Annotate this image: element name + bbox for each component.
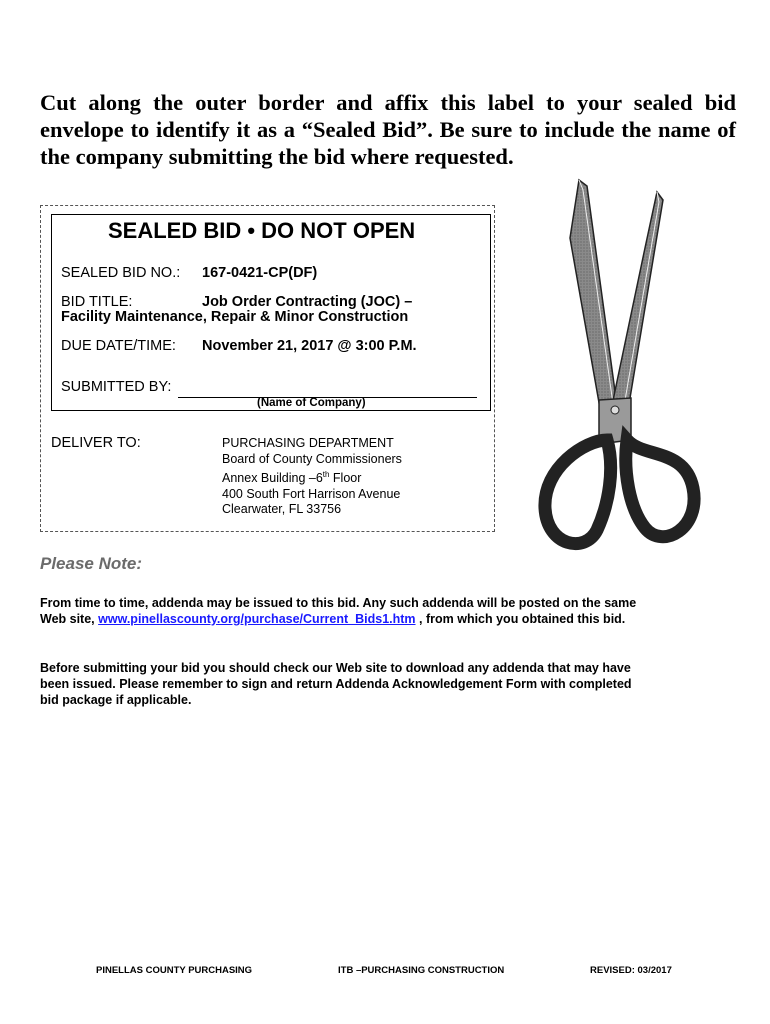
due-date-value: November 21, 2017 @ 3:00 P.M. [202,338,417,354]
deliver-line-4: 400 South Fort Harrison Avenue [222,486,401,501]
deliver-line-2: Board of County Commissioners [222,451,402,466]
note-p1-before: From time to time, addenda may be issued to this bid. Any such addenda will be posted on the same Web site, [40,596,637,626]
bid-title-value-line1: Job Order Contracting (JOC) – [202,294,413,310]
note-paragraph-1 [40,595,640,627]
footer-left: PINELLAS COUNTY PURCHASING [96,965,253,976]
submitted-by-label: SUBMITTED BY: [61,379,172,395]
sealed-bid-label [51,214,491,411]
deliver-line-1: PURCHASING DEPARTMENT [222,436,394,450]
footer-center: ITB –PURCHASING CONSTRUCTION [338,965,505,976]
deliver-line-3-sup: th [322,470,330,479]
label-title: SEALED BID • DO NOT OPEN [108,218,416,243]
bid-number-value: 167-0421-CP(DF) [202,265,318,281]
deliver-line-3-pre: Annex Building –6 [222,471,323,486]
bid-title-row [61,294,413,310]
company-caption: (Name of Company) [257,397,366,409]
deliver-line-3 [222,467,402,487]
bid-number-label: SEALED BID NO.: [61,265,181,281]
deliver-address [222,436,402,518]
deliver-line-3-post: Floor [329,471,362,486]
note-paragraph-2: Before submitting your bid you should check our Web site to download any addenda that may have been issued. Please remember to sign and return Addenda Acknowledgement Form with completed bid package if applicable. [40,661,632,707]
deliver-line-5: Clearwater, FL 33756 [222,502,342,517]
current-bids-link[interactable]: www.pinellascounty.org/purchase/Current_Bids1.htm [98,612,416,626]
footer-right: REVISED: 03/2017 [590,965,672,976]
due-date-label: DUE DATE/TIME: [61,338,176,354]
note-p1-after: , from which you obtained this bid. [415,612,626,626]
due-date-row [61,338,417,354]
please-note-heading: Please Note: [40,554,143,573]
bid-number-row [61,265,318,281]
deliver-to-label: DELIVER TO: [51,435,141,451]
bid-title-label: BID TITLE: [61,294,133,310]
scissors-icon [535,178,705,558]
bid-title-value-line2: Facility Maintenance, Repair & Minor Construction [61,309,409,325]
instructions-text: Cut along the outer border and affix this label to your sealed bid envelope to identify it as a “Sealed Bid”. Be sure to include the name of the company submitting the bid where requested. [40,90,736,169]
